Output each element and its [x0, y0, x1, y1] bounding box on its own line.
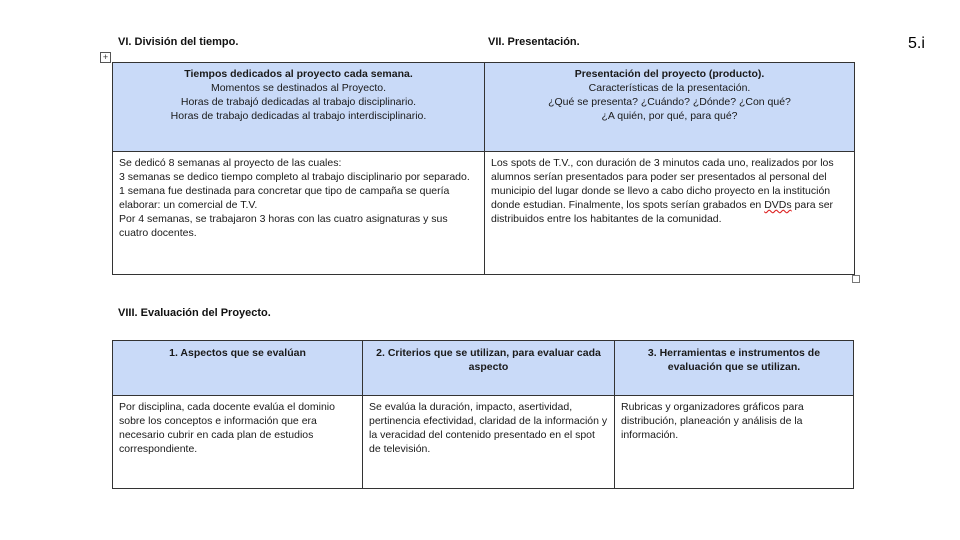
time-body-cell[interactable] — [113, 152, 485, 275]
presentation-header-cell — [485, 63, 855, 152]
criteria-header-cell — [363, 341, 615, 396]
presentation-header-line: ¿Qué se presenta? ¿Cuándo? ¿Dónde? ¿Con qué? — [548, 96, 791, 108]
aspects-body-cell[interactable]: Por disciplina, cada docente evalúa el dominio sobre los conceptos e información que era necesario cubrir en cada plan de estudios correspondiente. — [113, 396, 363, 489]
criteria-body-cell[interactable]: Se evalúa la duración, impacto, asertividad, pertinencia efectividad, claridad de la información y la veracidad del contenido presentado en el spot de televisión. — [363, 396, 615, 489]
criteria-header: 2. Criterios que se utilizan, para evaluar cada aspecto — [376, 347, 601, 373]
presentation-body-cell[interactable] — [485, 152, 855, 275]
tools-body-cell[interactable]: Rubricas y organizadores gráficos para distribución, planeación y análisis de la información. — [615, 396, 854, 489]
time-body-line: 1 semana fue destinada para concretar que tipo de campaña se quería elaborar: un comercial de T.V. — [119, 185, 450, 211]
section-vi-heading: VI. División del tiempo. — [118, 36, 239, 48]
slide-number: 5.i — [908, 35, 925, 52]
tools-header: 3. Herramientas e instrumentos de evaluación que se utilizan. — [647, 347, 821, 373]
evaluation-table — [112, 340, 854, 489]
aspects-header-cell — [113, 341, 363, 396]
time-presentation-table — [112, 62, 855, 275]
presentation-header-line: ¿A quién, por qué, para qué? — [601, 110, 738, 122]
aspects-header: 1. Aspectos que se evalúan — [169, 347, 306, 359]
time-body-line: 3 semanas se dedico tiempo completo al trabajo disciplinario por separado. — [119, 171, 470, 183]
presentation-header-line: Características de la presentación. — [588, 82, 751, 94]
time-header-line: Horas de trabajo dedicadas al trabajo interdisciplinario. — [170, 110, 427, 122]
presentation-body-text-end: para ser distribuidos entre los habitantes de la comunidad. — [491, 199, 834, 225]
spellcheck-marked-word: DVDs — [764, 199, 792, 211]
table-resize-handle[interactable] — [852, 275, 860, 283]
section-vii-heading: VII. Presentación. — [488, 36, 580, 48]
presentation-body-text: Los spots de T.V., con duración de 3 minutos cada uno, realizados por los alumnos serían presentados para poder ser presentados al personal del municipio del lugar donde se llevo a cabo dicho proyecto en la institución donde estudian. Finalmente, los spots serían grabados en — [491, 157, 834, 211]
presentation-header-title: Presentación del proyecto (producto). — [574, 68, 765, 80]
time-body-line: Se dedicó 8 semanas al proyecto de las cuales: — [119, 157, 342, 169]
table-move-handle-icon[interactable]: + — [100, 52, 111, 63]
time-header-title: Tiempos dedicados al proyecto cada semana. — [184, 68, 413, 80]
tools-header-cell — [615, 341, 854, 396]
section-viii-heading: VIII. Evaluación del Proyecto. — [118, 307, 271, 319]
time-header-cell — [113, 63, 485, 152]
time-body-line: Por 4 semanas, se trabajaron 3 horas con las cuatro asignaturas y sus cuatro docentes. — [119, 213, 448, 239]
time-header-line: Momentos se destinados al Proyecto. — [210, 82, 387, 94]
time-header-line: Horas de trabajó dedicadas al trabajo disciplinario. — [180, 96, 417, 108]
